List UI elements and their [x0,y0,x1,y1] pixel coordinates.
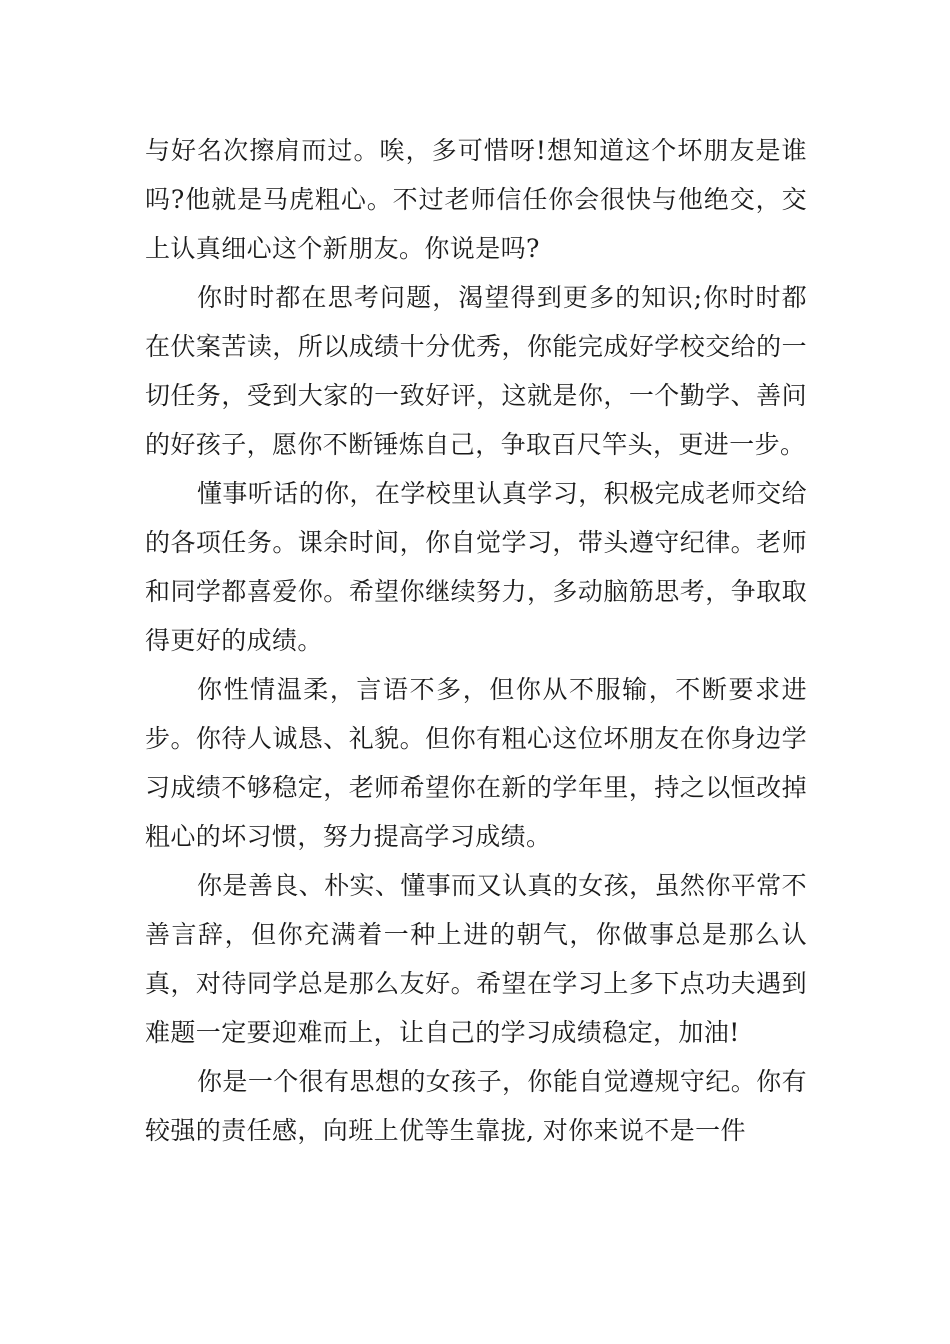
paragraph-5: 你是善良、朴实、懂事而又认真的女孩，虽然你平常不善言辞，但你充满着一种上进的朝气，你做事总是那么认真，对待同学总是那么友好。希望在学习上多下点功夫遇到难题一定要迎难而上，让自己的学习成绩稳定，加油! [145,871,807,1047]
document-body [145,126,807,1155]
paragraph-1: 与好名次擦肩而过。唉，多可惜呀!想知道这个坏朋友是谁吗?他就是马虎粗心。不过老师信任你会很快与他绝交，交上认真细心这个新朋友。你说是吗? [145,136,807,263]
paragraph-6: 你是一个很有思想的女孩子，你能自觉遵规守纪。你有较强的责任感，向班上优等生靠拢, 对你来说不是一件 [145,1067,807,1145]
paragraph-4: 你性情温柔，言语不多，但你从不服输，不断要求进步。你待人诚恳、礼貌。但你有粗心这位坏朋友在你身边学习成绩不够稳定，老师希望你在新的学年里，持之以恒改掉粗心的坏习惯，努力提高学习成绩。 [145,675,807,851]
paragraph-3: 懂事听话的你，在学校里认真学习，积极完成老师交给的各项任务。课余时间，你自觉学习，带头遵守纪律。老师和同学都喜爱你。希望你继续努力，多动脑筋思考，争取取得更好的成绩。 [145,479,807,655]
paragraph-2: 你时时都在思考问题，渴望得到更多的知识;你时时都在伏案苦读，所以成绩十分优秀，你能完成好学校交给的一切任务，受到大家的一致好评，这就是你，一个勤学、善问的好孩子，愿你不断锤炼自己，争取百尺竿头，更进一步。 [145,283,807,459]
